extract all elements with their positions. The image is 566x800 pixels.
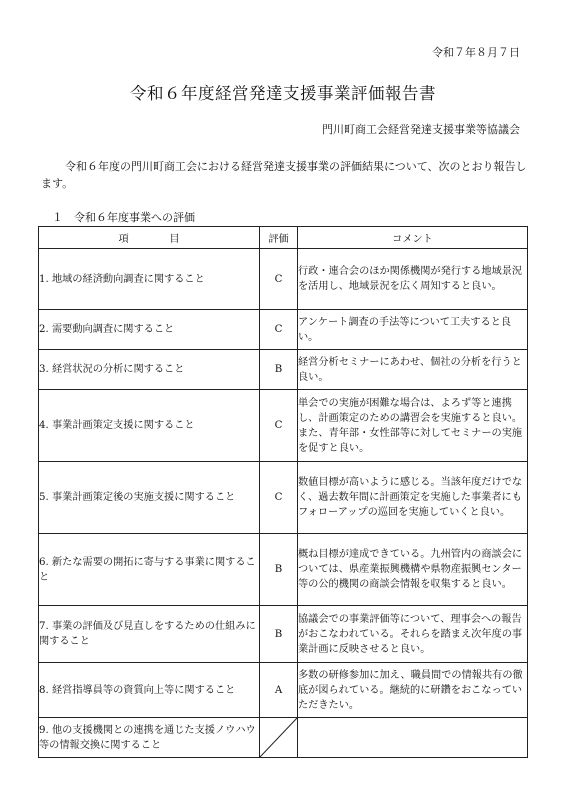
header-comment: コメント — [298, 227, 528, 249]
row-item: 2. 需要動向調査に関すること — [39, 310, 260, 350]
row-comment: 協議会での事業評価等について、理事会への報告がおこなわれている。それらを踏まえ次年度の事業計画に反映させると良い。 — [298, 606, 528, 663]
table-row — [39, 310, 528, 350]
table-row — [39, 718, 528, 758]
row-grade: C — [260, 249, 298, 310]
row-comment — [298, 718, 528, 758]
row-comment: 多数の研修参加に加え、職員間での情報共有の徹底が図られている。継続的に研鑽をおこなっていただきたい。 — [298, 663, 528, 718]
report-title: 令和６年度経営発達支援事業評価報告書 — [130, 84, 436, 103]
row-comment: アンケート調査の手法等について工夫すると良い。 — [298, 310, 528, 350]
row-item: 3. 経営状況の分析に関すること — [39, 350, 260, 390]
section-heading: １ 令和６年度事業への評価 — [52, 211, 195, 224]
row-comment: 数値目標が高いように感じる。当該年度だけでなく、過去数年間に計画策定を実施した事業者にもフォローアップの巡回を実施していくと良い。 — [298, 462, 528, 534]
diagonal-slash — [260, 718, 297, 757]
row-grade-empty — [260, 718, 298, 758]
table-row — [39, 249, 528, 310]
row-comment: 行政・連合会のほか関係機関が発行する地域景況を活用し、地域景況を広く周知すると良い。 — [298, 249, 528, 310]
table-header-row — [39, 227, 528, 249]
row-comment: 経営分析セミナーにあわせ、個社の分析を行うと良い。 — [298, 350, 528, 390]
table-row — [39, 606, 528, 663]
table-row — [39, 663, 528, 718]
table-row — [39, 462, 528, 534]
row-item: 9. 他の支援機関との連携を通じた支援ノウハウ等の情報交換に関すること — [39, 718, 260, 758]
row-grade: B — [260, 606, 298, 663]
header-grade: 評価 — [260, 227, 298, 249]
row-item: 7. 事業の評価及び見直しをするための仕組みに関すること — [39, 606, 260, 663]
row-item: 6. 新たな需要の開拓に寄与する事業に関すること — [39, 534, 260, 606]
organization-name: 門川町商工会経営発達支援事業等協議会 — [322, 123, 520, 136]
table-row — [39, 390, 528, 462]
row-grade: C — [260, 390, 298, 462]
row-grade: C — [260, 310, 298, 350]
report-date: 令和７年８月７日 — [432, 46, 520, 59]
row-grade: C — [260, 462, 298, 534]
row-item: 4. 事業計画策定支援に関すること — [39, 390, 260, 462]
table-row — [39, 534, 528, 606]
intro-paragraph: 令和６年度の門川町商工会における経営発達支援事業の評価結果について、次のとおり報告します。 — [41, 160, 527, 190]
row-item: 1. 地域の経済動向調査に関すること — [39, 249, 260, 310]
row-item: 5. 事業計画策定後の実施支援に関すること — [39, 462, 260, 534]
evaluation-table — [38, 226, 528, 758]
row-comment: 単会での実施が困難な場合は、よろず等と連携し、計画策定のための講習会を実施すると良い。また、青年部・女性部等に対してセミナーの実施を促すと良い。 — [298, 390, 528, 462]
row-item: 8. 経営指導員等の資質向上等に関すること — [39, 663, 260, 718]
row-grade: A — [260, 663, 298, 718]
header-item: 項 目 — [39, 227, 260, 249]
row-grade: B — [260, 350, 298, 390]
row-comment: 概ね目標が達成できている。九州管内の商談会については、県産業振興機構や県物産振興センター等の公的機関の商談会情報を収集すると良い。 — [298, 534, 528, 606]
row-grade: B — [260, 534, 298, 606]
table-row — [39, 350, 528, 390]
